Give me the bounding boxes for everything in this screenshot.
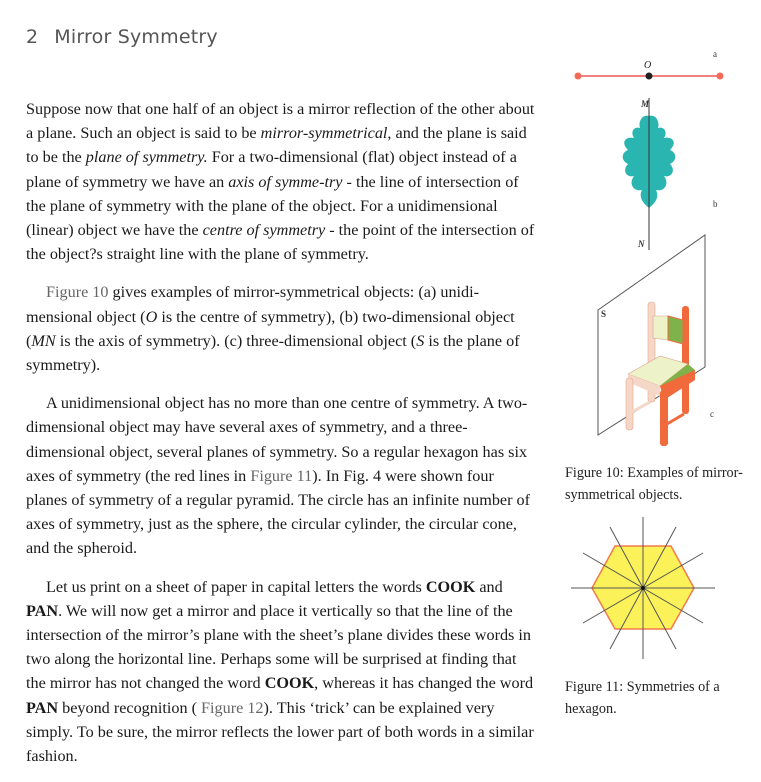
paragraph-4 xyxy=(26,575,538,769)
chapter-number: 2 xyxy=(26,26,39,48)
paragraph-1 xyxy=(26,97,538,266)
text: Let us print on a sheet of paper in capital letters the words xyxy=(46,577,426,596)
paragraph-3 xyxy=(26,391,538,560)
text: - the line of intersection of the plane of symmetry with the plane of the object. For a unidimensional (linear) object we have the xyxy=(26,172,519,240)
symbol-s: S xyxy=(416,331,425,350)
figure-10-illustration xyxy=(560,40,760,450)
svg-text:M: M xyxy=(641,99,650,109)
symbol-o: O xyxy=(145,307,158,326)
figure-11-link[interactable]: Figure 11 xyxy=(250,466,313,485)
text: A unidimensional object has no more than one centre of symmetry. A two-dimensional object may have several axes of symmetry, and a three-dimensional object, several planes of symmetry. So a regular hexagon has six axes of symmetry (the red lines in xyxy=(26,394,528,485)
text: For a two-dimensional (flat) object instead of a plane of symmetry we have an xyxy=(26,148,517,191)
text: beyond recognition ( xyxy=(58,698,197,717)
term-centre-of-symmetry: centre of symmetry xyxy=(202,221,326,240)
main-text xyxy=(26,97,538,782)
paragraph-2 xyxy=(26,280,538,377)
chapter-title: Mirror Symmetry xyxy=(54,26,218,48)
text: is the centre of symmetry), (b) two-dimensional object ( xyxy=(26,307,515,350)
term-axis-of-symmetry: axis of symme-try xyxy=(228,172,343,191)
text: gives examples of mirror-symmetrical objects: (a) unidi-mensional object ( xyxy=(26,283,480,326)
figure-12-link[interactable]: Figure 12 xyxy=(196,698,264,717)
svg-text:a: a xyxy=(713,49,717,59)
figure-10-link[interactable]: Figure 10 xyxy=(46,283,109,302)
svg-text:N: N xyxy=(638,239,645,249)
word-pan: PAN xyxy=(26,698,59,717)
text: , whereas it has changed the word xyxy=(314,674,534,693)
word-cook: COOK xyxy=(425,577,476,596)
svg-text:c: c xyxy=(710,409,714,419)
figure-10-caption: Figure 10: Examples of mirror-symmetrical objects. xyxy=(565,465,743,503)
symbol-mn: MN xyxy=(31,331,56,350)
svg-text:O: O xyxy=(644,60,652,71)
text: is the axis of symmetry). (c) three-dimensional object ( xyxy=(55,331,417,350)
text: , and the plane is said to be the xyxy=(26,124,527,167)
word-pan: PAN xyxy=(26,601,59,620)
text: is the plane of symmetry). xyxy=(26,331,520,375)
term-mirror-symmetrical: mirror-symmetrical xyxy=(260,124,388,143)
term-plane-of-symmetry: plane of symmetry. xyxy=(85,148,208,167)
chapter-header xyxy=(26,26,218,48)
text: and xyxy=(475,577,503,596)
text: ). This ‘trick’ can be explained very simply. To be sure, the mirror reflects the lower part of both words in a similar fashion. xyxy=(26,698,534,766)
figure-11-hexagon xyxy=(565,515,725,665)
svg-text:S: S xyxy=(601,309,607,319)
word-cook: COOK xyxy=(264,674,315,693)
text: . We will now get a mirror and place it vertically so that the line of the intersection of the mirror’s plane with the sheet’s plane divides these words in two along the horizontal line. Perhaps some will be surprised at finding that the mirror has not changed the word xyxy=(26,601,531,693)
text: ). In Fig. 4 were shown four planes of symmetry of a regular pyramid. The circle has an infinite number of axes of symmetry, just as the sphere, the circular cylinder, the circular cone, and the spheroid. xyxy=(26,466,531,558)
svg-text:b: b xyxy=(713,199,718,209)
text: Suppose now that one half of an object is a mirror reflection of the other about a plane. Such an object is said to be xyxy=(26,100,535,143)
figure-11-caption: Figure 11: Symmetries of a hexagon. xyxy=(565,679,720,717)
text: - the point of the intersection of the object?s straight line with the plane of symmetry. xyxy=(26,221,535,264)
